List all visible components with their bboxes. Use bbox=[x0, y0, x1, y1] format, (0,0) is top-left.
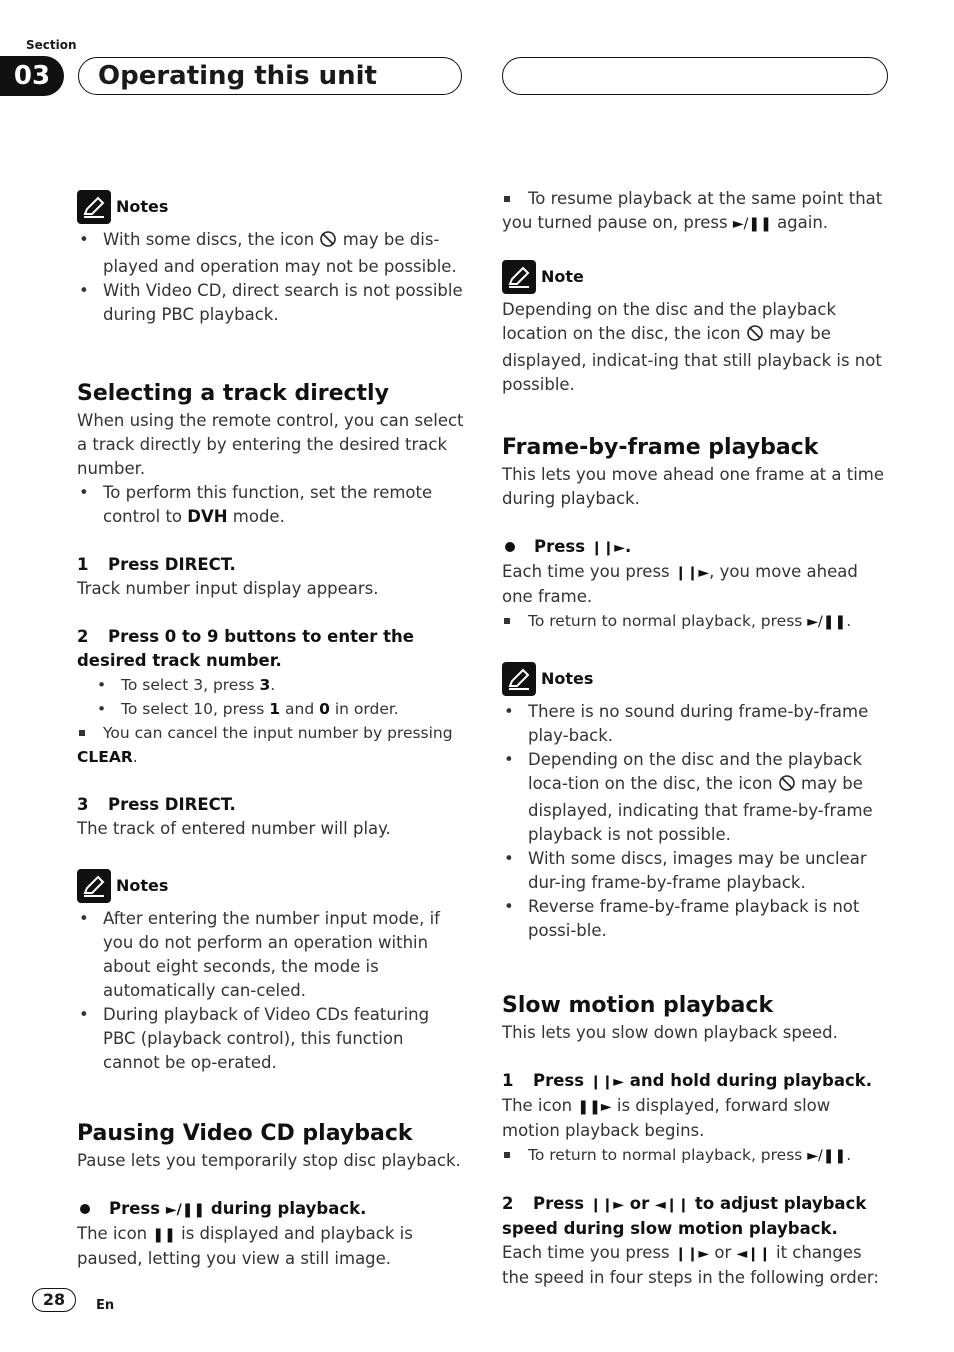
section-label: Section bbox=[26, 38, 77, 52]
list-item: • Depending on the disc and the playback loca-tion on the disc, the icon may be displayed, indicating that frame-by-frame playback is not possible. bbox=[502, 748, 890, 847]
right-column bbox=[502, 187, 890, 1290]
section-number: 03 bbox=[0, 56, 64, 96]
square-note: You can cancel the input number by pressing CLEAR. bbox=[77, 721, 465, 769]
list-item: • To select 3, press 3. bbox=[77, 673, 465, 697]
step-reverse-symbol: ◄❙❙ bbox=[736, 1246, 771, 1262]
note-title: Note bbox=[541, 267, 584, 286]
paragraph: This lets you move ahead one frame at a time during playback. bbox=[502, 465, 885, 508]
title-frame-empty bbox=[502, 57, 888, 95]
list-item: • During playback of Video CDs featuring PBC (playback control), this function cannot be op-erated. bbox=[77, 1003, 465, 1075]
list-item: • There is no sound during frame-by-frame play-back. bbox=[502, 700, 890, 748]
prohibited-icon bbox=[778, 774, 796, 799]
note-pencil-icon bbox=[502, 260, 536, 294]
list-item: • With some discs, images may be unclear dur-ing frame-by-frame playback. bbox=[502, 847, 890, 895]
note-pencil-icon bbox=[77, 869, 111, 903]
note-pencil-icon bbox=[77, 190, 111, 224]
play-pause-symbol: ►/❚❚ bbox=[807, 614, 847, 630]
step-description: Track number input display appears. bbox=[77, 579, 379, 598]
step-reverse-symbol: ◄❙❙ bbox=[655, 1197, 690, 1213]
step-heading: 2 Press ❙❙► or ◄❙❙ to adjust playback speed during slow motion playback. bbox=[502, 1194, 867, 1238]
step-description: Each time you press ❙❙►, you move ahead one frame. bbox=[502, 562, 858, 606]
section-heading: Pausing Video CD playback bbox=[77, 1121, 413, 1146]
notes-list bbox=[502, 700, 890, 943]
play-pause-symbol: ►/❚❚ bbox=[165, 1202, 206, 1218]
notes-header bbox=[77, 190, 465, 224]
step-heading: Press ❙❙►. bbox=[502, 535, 890, 560]
square-note: To return to normal playback, press ►/❚❚. bbox=[502, 1143, 890, 1168]
step-forward-symbol: ❙❙► bbox=[674, 565, 710, 581]
step-heading: 2 Press 0 to 9 buttons to enter the desired track number. bbox=[77, 627, 414, 670]
page-title: Operating this unit bbox=[98, 61, 377, 91]
play-pause-symbol: ►/❚❚ bbox=[807, 1148, 847, 1164]
language-label: En bbox=[96, 1298, 115, 1313]
notes-header bbox=[77, 869, 465, 903]
step-forward-symbol: ❙❙► bbox=[589, 1074, 625, 1090]
step-forward-symbol: ❙❙► bbox=[674, 1246, 710, 1262]
list-item: • After entering the number input mode, if you do not perform an operation within about eight seconds, the mode is automatically can-celed. bbox=[77, 907, 465, 1003]
notes-header bbox=[502, 662, 890, 696]
paragraph: Pause lets you temporarily stop disc playback. bbox=[77, 1151, 461, 1170]
list-item: • To perform this function, set the remote control to DVH mode. bbox=[77, 481, 465, 529]
notes-title: Notes bbox=[116, 197, 169, 216]
note-pencil-icon bbox=[502, 662, 536, 696]
step-heading: 1 Press ❙❙► and hold during playback. bbox=[502, 1071, 872, 1090]
square-note: To return to normal playback, press ►/❚❚. bbox=[502, 609, 890, 634]
section-heading: Slow motion playback bbox=[502, 993, 774, 1018]
prohibited-icon bbox=[319, 230, 337, 255]
left-column bbox=[77, 190, 465, 1271]
step-heading: 3 Press DIRECT. bbox=[77, 795, 236, 814]
list-item: • With Video CD, direct search is not possible during PBC playback. bbox=[77, 279, 465, 327]
step-description: Each time you press ❙❙► or ◄❙❙ it changes the speed in four steps in the following order: bbox=[502, 1243, 879, 1287]
notes-title: Notes bbox=[116, 876, 169, 895]
paragraph: Depending on the disc and the playback location on the disc, the icon may be displayed, indicat-ing that still playback is not possible. bbox=[502, 300, 882, 394]
play-pause-symbol: ►/❚❚ bbox=[732, 216, 772, 232]
pause-symbol: ❚❚ bbox=[152, 1227, 176, 1243]
step-description: The track of entered number will play. bbox=[77, 819, 391, 838]
list-item: • Reverse frame-by-frame playback is not possi-ble. bbox=[502, 895, 890, 943]
paragraph: This lets you slow down playback speed. bbox=[502, 1023, 838, 1042]
step-forward-symbol: ❙❙► bbox=[590, 540, 626, 556]
list-item: • To select 10, press 1 and 0 in order. bbox=[77, 697, 465, 721]
notes-list bbox=[77, 907, 465, 1075]
step-forward-symbol: ❙❙► bbox=[589, 1197, 625, 1213]
step-description: The icon ❚❚ is displayed and playback is paused, letting you view a still image. bbox=[77, 1224, 413, 1268]
section-heading: Frame-by-frame playback bbox=[502, 435, 819, 460]
section-heading: Selecting a track directly bbox=[77, 381, 389, 406]
prohibited-icon bbox=[746, 324, 764, 349]
page-number: 28 bbox=[32, 1288, 76, 1312]
step-description: The icon ❚❚► is displayed, forward slow motion playback begins. bbox=[502, 1096, 831, 1140]
list-item: • With some discs, the icon may be dis-played and operation may not be possible. bbox=[77, 228, 465, 279]
notes-title: Notes bbox=[541, 669, 594, 688]
notes-list bbox=[77, 228, 465, 327]
paragraph: When using the remote control, you can select a track directly by entering the desired track number. bbox=[77, 411, 464, 478]
step-heading: Press ►/❚❚ during playback. bbox=[77, 1197, 465, 1222]
note-header bbox=[502, 260, 890, 294]
step-heading: 1 Press DIRECT. bbox=[77, 555, 236, 574]
square-note: To resume playback at the same point that you turned pause on, press ►/❚❚ again. bbox=[502, 187, 890, 236]
slow-motion-icon: ❚❚► bbox=[577, 1099, 612, 1115]
